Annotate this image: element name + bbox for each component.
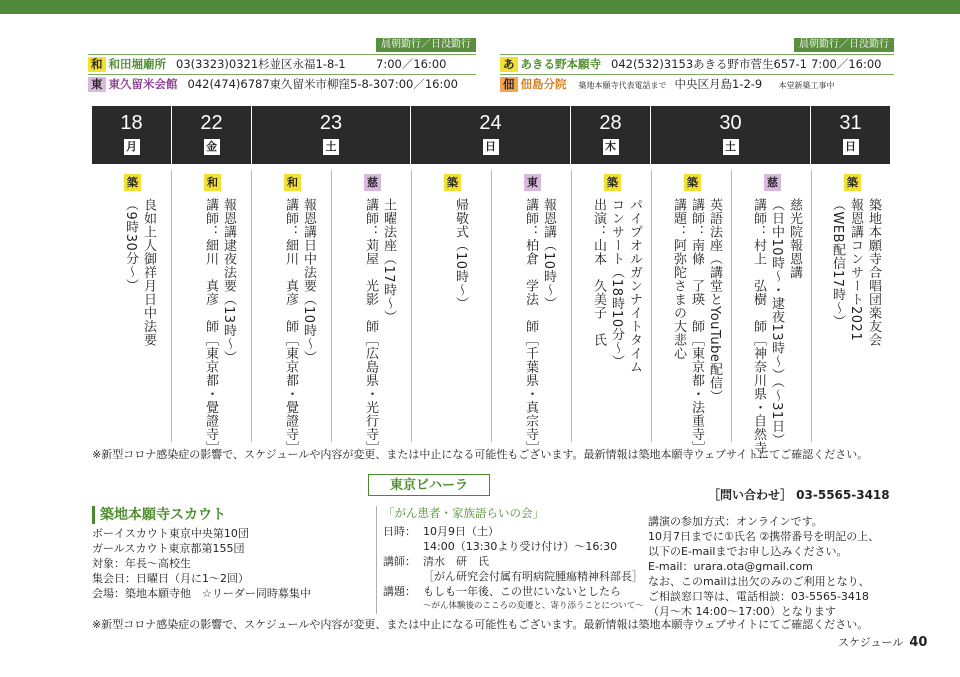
event-text: 良如上人御祥月日中法要 （9時30分〜） — [123, 198, 156, 347]
talk-lecturer: 清水 研 氏 — [423, 555, 489, 568]
event-column — [332, 170, 412, 455]
scout-title: 築地本願寺スカウト — [92, 506, 358, 524]
temple-address: あきる野市菅生657-1 — [693, 57, 807, 71]
temple-phone: 042(532)3153 — [611, 57, 694, 71]
notice-text-bottom: ※新型コロナ感染症の影響で、スケジュールや内容が変更、または中止になる可能性もございます。最新情報は築地本願寺ウェブサイトにてご確認ください。 — [92, 618, 869, 631]
top-color-bar — [0, 0, 960, 14]
event-text: 報恩講（10時〜） 講師：柏倉 学法 師［千葉県・真宗寺］ — [523, 198, 556, 455]
page-number: 40 — [909, 635, 928, 650]
talk-date: 10月9日（土） — [423, 525, 499, 538]
temple-badge: 佃 — [500, 77, 518, 92]
temple-phone-note: 築地本願寺代表電話まで — [578, 81, 667, 90]
temple-badge: 和 — [88, 57, 106, 72]
event-badge: 築 — [844, 174, 861, 191]
date-cell: 31 日 — [839, 112, 862, 153]
scout-line: 集会日：日曜日（月に1〜2回） — [92, 572, 249, 585]
footer-section: スケジュール — [838, 636, 904, 649]
apply-line: 以下のE-mailまでお申し込みください。 — [648, 545, 848, 558]
event-badge: 慈 — [364, 174, 381, 191]
talk-title: 「がん患者・家族語らいの会」 — [383, 506, 544, 520]
lecturer-label: 講師： — [383, 555, 416, 568]
event-badge: 築 — [604, 174, 621, 191]
event-text: 土曜法座（17時〜） 講師：苅屋 光影 師［広島県・光行寺］ — [363, 198, 396, 455]
apply-line: なお、このmailは出欠のみのご利用となり、 — [648, 575, 870, 588]
temple-name: 佃島分院 — [520, 77, 567, 91]
temple-row — [88, 76, 476, 92]
temple-phone: 042(474)6787 — [187, 77, 270, 91]
page-footer — [838, 634, 927, 650]
talk-subtopic: 〜がん体験後のこころの変遷と、寄り添うことについて〜 — [423, 601, 644, 611]
temple-name: あきる野本願寺 — [520, 57, 601, 71]
temple-address: 中央区月島1-2-9 — [674, 77, 763, 91]
apply-line: 10月7日までに①氏名 ②携帯番号を明記の上、 — [648, 530, 880, 543]
event-badge: 慈 — [764, 174, 781, 191]
date-cell: 22 金 — [172, 106, 252, 164]
apply-line: （月〜木 14:00〜17:00）となります — [648, 605, 836, 618]
temple-row — [500, 56, 894, 72]
event-badge: 和 — [204, 174, 221, 191]
temple-hours: 7:00／16:00 — [376, 57, 447, 71]
apply-email[interactable]: E-mail：urara.ota@gmail.com — [648, 560, 813, 573]
date-cell: 18 月 — [92, 106, 172, 164]
hours-label: 晨朝勤行／日没勤行 — [794, 38, 894, 52]
temple-hours: 7:00／16:00 — [811, 57, 882, 71]
temple-name: 東久留米会館 — [108, 77, 178, 91]
event-text: 報恩講逮夜法要（13時〜） 講師：細川 真彦 師［東京都・覺證寺］ — [203, 198, 236, 455]
hours-label: 晨朝勤行／日没勤行 — [376, 38, 476, 52]
temple-address: 杉並区永福1-8-1 — [258, 57, 346, 71]
event-text: 築地本願寺合唱団楽友会 報恩講コンサート2021 （WEB配信17時〜） — [830, 198, 881, 347]
event-column — [732, 170, 812, 468]
temple-badge: あ — [500, 57, 518, 72]
talk-box — [376, 506, 649, 614]
scout-line: 会場：築地本願寺他 ☆リーダー同時募集中 — [92, 587, 311, 600]
scout-line: ガールスカウト東京都第155団 — [92, 542, 245, 555]
event-badge: 和 — [284, 174, 301, 191]
temple-phone: 03(3323)0321 — [176, 57, 259, 71]
event-column — [572, 170, 652, 442]
date-cell: 28 木 — [571, 106, 651, 164]
event-badge: 築 — [444, 174, 461, 191]
event-column — [92, 170, 172, 442]
apply-info — [648, 514, 908, 619]
temple-name: 和田堀廟所 — [108, 57, 166, 71]
temple-row — [88, 56, 476, 72]
event-badge: 築 — [124, 174, 141, 191]
talk-time: 14:00（13:30より受け付け）〜16:30 — [423, 540, 618, 553]
temple-row — [500, 76, 894, 92]
event-text: 英語法座（講堂とYouTube配信） 講師：南條 了瑛 師［東京都・法重寺］ 講題：阿弥陀さまの大悲心 — [671, 198, 722, 455]
event-column — [652, 170, 732, 455]
temple-hours-note: 本堂新築工事中 — [778, 81, 835, 90]
scout-line: ボーイスカウト東京中央第10団 — [92, 527, 249, 540]
temple-address: 東久留米市柳窪5-8-30 — [269, 77, 388, 91]
scout-line: 対象：年長〜高校生 — [92, 557, 191, 570]
event-column — [492, 170, 572, 455]
apply-line: 講演の参加方式：オンラインです。 — [648, 515, 823, 528]
event-text: 報恩講日中法要（10時〜） 講師：細川 真彦 師［東京都・覺證寺］ — [283, 198, 316, 455]
talk-topic: もしも一年後、この世にいないとしたら — [423, 585, 621, 598]
event-text: 慈光院報恩講 （日中10時〜・逮夜13時〜）（〜31日） 講師：村上 弘樹 師［神奈川県・自然寺］ — [751, 198, 802, 468]
section-title: 東京ビハーラ — [368, 474, 490, 496]
date-cell: 24 日 — [411, 106, 571, 164]
date-cell: 23 土 — [252, 106, 411, 164]
event-text: パイプオルガンナイトタイム コンサート（18時10分〜） 出演：山本 久美子 氏 — [591, 198, 642, 374]
temple-badge: 東 — [88, 77, 106, 92]
apply-line: ご相談窓口等は、電話相談：03-5565-3418 — [648, 590, 869, 603]
event-column — [412, 170, 492, 442]
date-label: 日時： — [383, 525, 416, 538]
date-cell: 30 土 — [651, 106, 811, 164]
date-header — [92, 106, 890, 164]
event-badge: 築 — [684, 174, 701, 191]
event-column — [172, 170, 252, 455]
notice-text: ※新型コロナ感染症の影響で、スケジュールや内容が変更、または中止になる可能性もございます。最新情報は築地本願寺ウェブサイトにてご確認ください。 — [92, 448, 869, 461]
temple-info-right — [500, 38, 894, 94]
event-column — [812, 170, 890, 442]
event-badge: 東 — [524, 174, 541, 191]
event-column — [252, 170, 332, 455]
temple-hours: 7:00／16:00 — [387, 77, 458, 91]
contact-phone: ［問い合わせ］ 03-5565-3418 — [708, 488, 890, 502]
topic-label: 講題： — [383, 585, 416, 598]
talk-lecturer-affil: ［がん研究会付属有明病院腫瘍精神科部長］ — [423, 570, 643, 583]
scout-box — [92, 506, 358, 601]
temple-info-left — [88, 38, 476, 94]
event-text: 帰敬式（10時〜） — [453, 198, 468, 311]
